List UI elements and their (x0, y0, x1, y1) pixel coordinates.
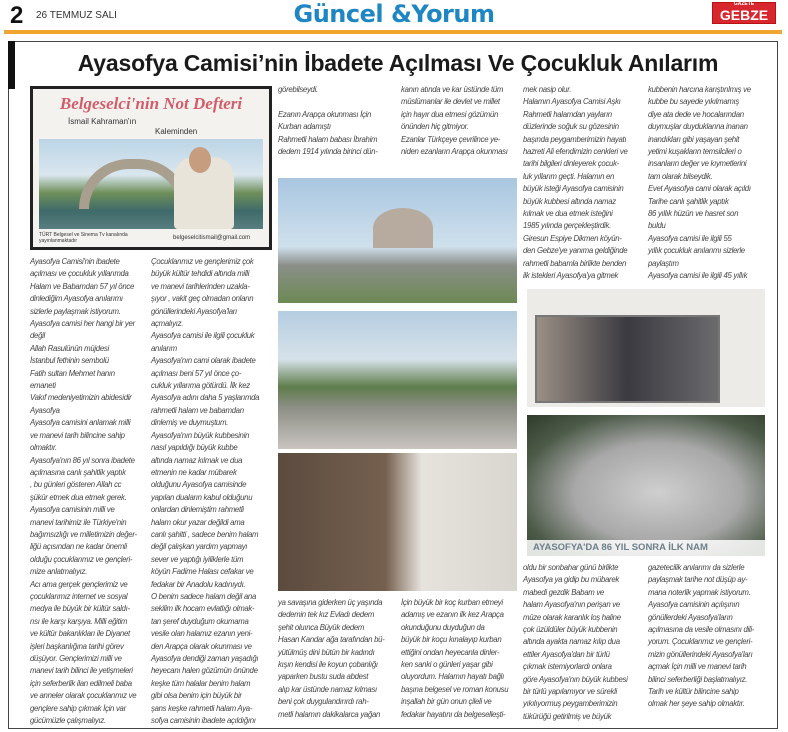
text-line: rahmetli halam ve babamdan (151, 405, 244, 415)
text-line: ve anneler olarak çocuklarımız ve (30, 691, 137, 701)
text-line: büyük kültür tehdidi altında milli (151, 269, 250, 279)
text-line: Ezanlar Türkçeye çevrilince ye- (401, 134, 501, 144)
text-line: açılması beni 57 yıl önce ço- (151, 368, 242, 378)
text-line: Giresun Espiye Dikmen köyün- (523, 233, 622, 243)
text-line: Rahmetli halamdan yayların (523, 109, 612, 119)
text-line (278, 96, 398, 108)
text-line: anılarım (151, 343, 177, 353)
author-with-aunt-photo (278, 453, 517, 591)
text-line: gazetecilik anılarımı da sizlerle (648, 563, 745, 572)
text-column-1 (30, 256, 148, 727)
text-line: yıkılıyormuş peygamberimizin (523, 699, 618, 709)
text-line: başına belgesel ve roman konusu (401, 684, 509, 694)
text-column-4 (401, 84, 519, 158)
text-line: niden ezanların Arapça okunması (401, 147, 508, 157)
text-line: açmak İçin milli ve manevi tarih (648, 662, 747, 672)
text-line: etmenin ne kadar mübarek (151, 467, 237, 477)
text-line: Fatih sultan Mehmet hanın (30, 368, 115, 378)
text-line: den Gebze'ye yanıma geldiğinde (523, 246, 628, 256)
text-line: Vakıf medeniyetimizin abidesidir (30, 393, 132, 403)
text-line: yıllık çocukluk anılarımı sizlerle (648, 246, 745, 256)
section-title: Güncel &Yorum (293, 0, 495, 28)
text-line: Ayasofya dendiği zaman yaşadığı (151, 654, 259, 663)
text-line: dinlemiş ve duymuştum. (151, 418, 229, 428)
text-line: heyecanı halen gözümün önünde (151, 666, 258, 676)
text-line: sever ve yaptığı iyiliklerle tüm (151, 554, 244, 564)
text-line: bilinci seferberliği başlatmalıyız. (648, 674, 748, 684)
article-title: Ayasofya Camisi’nin İbadete Açılması Ve Çocukluk Anılarım (77, 50, 719, 76)
text-line: mana noterlik yapmak istiyorum. (648, 587, 751, 597)
text-line: medya ile büyük bir kültür saldı- (30, 604, 130, 614)
text-line: değil çalışkan yardım yapmayı (151, 542, 248, 552)
text-line: düşüyor. Gençlerimizi milli ve (30, 654, 122, 663)
text-line: gençlere sahip çıkmak İçin var (30, 703, 126, 713)
text-line: duymuşlar duyduklarına inanan (648, 122, 748, 132)
text-line: metli halamın dakikalarca yağan (278, 709, 381, 719)
text-line: kışın kendisi ile koyun çobanlığı (278, 660, 378, 670)
text-line: Ayasofya camisi ile ilgili 55 (648, 233, 732, 243)
text-line: kanın atında ve kar üstünde tüm (401, 85, 504, 94)
text-line: müslümanlar ile devlet ve millet (401, 97, 500, 107)
text-line: tükürüğü getirilmiş ve büyük (523, 711, 612, 721)
text-line: dedemin tek kız Evladı dedem (278, 610, 375, 620)
text-line: emaneti (30, 381, 56, 391)
text-line: tam olarak bilseydik. (648, 171, 713, 181)
text-column-7 (278, 597, 398, 721)
text-line: açılmasına canlı şahitlik yaptık (30, 467, 126, 477)
text-line: sizlerle paylaşmak istiyorum. (30, 306, 121, 316)
text-column-10 (648, 562, 772, 711)
text-line: Tarih ve kültür bilincine sahip (648, 687, 739, 697)
text-line: Ayasofya adını daha 5 yaşlarımda (151, 393, 260, 403)
text-line: insanların değer ve kıymetlerini (648, 159, 747, 169)
text-line: önünden hiç gitmiyor. (401, 122, 469, 132)
text-line: adamış ve ezanın ilk kez Arapça (401, 610, 504, 620)
text-line: için hayır dua etmesi gözümün (401, 109, 499, 119)
text-line: mizin gönüllerindeki Ayasofya'ları (648, 649, 753, 659)
text-line: yütülmüş dini bütün bir kadındı (278, 647, 375, 657)
text-line: göre Ayasofya'nın büyük kubbesi (523, 674, 628, 684)
text-line: yorum. Çocuklarımız ve gençleri- (648, 637, 753, 647)
banner-broadcast-note: TÜRT Belgesel ve Sinema Tv kanalında yayınlanmaktadır (39, 232, 128, 244)
text-line: mek nasip olur. (523, 85, 572, 94)
text-line: den Arapça olarak okunması ve (151, 641, 252, 651)
text-line: Rahmetli halam babası İbrahim (278, 134, 378, 144)
text-line: manevi tarihimiz ile Türkiye'nin (30, 517, 127, 527)
text-line: vesile olan halamız ezanın yeni- (151, 629, 253, 639)
text-line: gönüllerdeki Ayasofya'ların (648, 612, 733, 622)
text-line: Ayasofya camisi ile ilgili çocukluk (151, 331, 255, 341)
text-line: çocuklarımız internet ve sosyal (30, 591, 128, 601)
text-line: oldu bir sonbahar günü birlikte (523, 563, 619, 572)
text-line: sofya camisinin ibadete açıldığını (151, 716, 256, 726)
text-line: ya savaşına giderken üç yaşında (278, 598, 383, 607)
text-line: Ayasofya ya gidip bu mübarek (523, 575, 619, 585)
text-line: 86 yıllık hüzün ve hasret son (648, 209, 739, 219)
text-line: Ayasofya camisi her hangi bir yer (30, 319, 135, 329)
text-column-6 (648, 84, 772, 283)
text-line: olmak her şeye sahip olmaktır. (648, 699, 745, 709)
text-line: görebilseydi. (278, 85, 318, 94)
text-line: dinlediğim Ayasofya anılarımı (30, 294, 123, 304)
text-line: ken sanki o günleri yaşar gibi (401, 660, 493, 670)
text-line: inandıkları gibi yaşayan şehit (648, 134, 740, 144)
text-line: beni çok duygulandırırdı rah- (278, 697, 369, 707)
text-column-3 (278, 84, 398, 158)
text-line: kılmak ve dua etmek isteğini (523, 209, 613, 219)
text-line: Ayasofya camisini anlamak milli (30, 418, 131, 428)
photo-caption: AYASOFYA'DA 86 YIL SONRA İLK NAM (527, 540, 765, 556)
gebze-logo (712, 2, 776, 24)
text-line: 1985 yılında gerçekleştirdik. (523, 221, 611, 231)
banner-subtitle: Kaleminden (155, 127, 198, 136)
text-line: yapılan duaların kabul olduğunu (151, 492, 253, 502)
text-line: oluyordum. Halamın hayatı bağlı (401, 672, 504, 682)
text-line: kubbe bu sayede yıkılmamış (648, 97, 740, 107)
text-line: mize anlatmalıyız. (30, 567, 87, 577)
text-line: olmaktır. (30, 443, 57, 453)
text-line: Hasan Kandar ağa tarafından bü- (278, 635, 385, 645)
text-line: çok üzüldüler büyük kubbenin (523, 625, 618, 635)
text-line: düzlerinde soğuk su gözesinin (523, 122, 619, 132)
text-line: Halamın Ayasofya Camisi Aşkı (523, 97, 621, 107)
column-banner (30, 86, 272, 250)
text-line: İçin büyük bir koç kurban etmeyi (401, 598, 503, 607)
banner-author: İsmail Kahraman'ın (68, 117, 137, 126)
title-accent-bar (8, 41, 15, 89)
issue-date: 26 TEMMUZ SALI (36, 10, 117, 21)
text-line: inşallah bir gün onun çileli ve (401, 697, 492, 707)
text-line: alıp kar üstünde namaz kılması (278, 684, 377, 694)
text-line: kubbenin harcına karıştırılmış ve (648, 85, 751, 94)
text-line: ilk istekleri Ayasofya'ya gitmek (523, 271, 619, 281)
header-divider (4, 30, 782, 34)
text-line: Ayasofya'nın büyük kubbesinin (151, 430, 250, 440)
text-line: luk yıllarım geçti. Halamın en (523, 171, 615, 181)
text-line: halam okur yazar değildi ama (151, 517, 245, 527)
text-line: nasıl yapıldığı büyük kubbe (151, 443, 238, 453)
text-line: keşke tüm halalar benim halam (151, 678, 251, 688)
banner-email: belgeselcitismail@gmail.com (173, 235, 251, 241)
text-line: dedem 1914 yılında birinci dün- (278, 147, 378, 157)
text-line: paylaşmak tarihe not düşüp ay- (648, 575, 748, 585)
text-line: gönüllerindeki Ayasofya'ları (151, 306, 237, 316)
text-line: büyük isteği Ayasofya camisinin (523, 184, 624, 194)
text-line: ve manevi tarih bilincine sahip (30, 430, 125, 440)
text-line: Ayasofya camisinin milli ve (30, 505, 115, 515)
text-line: bağımsızlığı ve milletimizin değer- (30, 529, 137, 539)
text-line: onlardan dinlemiştim rahmetli (151, 505, 244, 515)
text-line: açılmasına da vesile olmasını dili- (648, 625, 755, 635)
text-line: bir türlü yapılamıyor ve sürekli (523, 687, 617, 697)
text-line: yaparken bustu suda abdest (278, 672, 369, 682)
text-line: Allah Rasulünün müjdesi (30, 343, 109, 353)
text-line: gücümüzle çalışmalıyız. (30, 716, 106, 726)
text-line: işleri başkanlığına tarihi görev (30, 641, 124, 651)
crowd-prayer-photo (278, 311, 517, 449)
text-line: için seferberlik ilan edilmeli baba (30, 678, 132, 688)
text-line: rahmetli babamla birlikte benden (523, 258, 627, 268)
text-column-8 (401, 597, 519, 721)
text-line: paylaştım (648, 258, 679, 268)
text-column-9 (523, 562, 645, 723)
text-line: açılması ve çocukluk yıllarımda (30, 269, 129, 279)
dome-shape (373, 208, 433, 248)
text-line: değil (30, 331, 45, 341)
text-line: Ayasofya camisinin açılışının (648, 600, 740, 610)
text-line: sekilim ilk hocam evlatlığı olmak- (151, 604, 255, 614)
text-line: yetimi kuşakların temsilcileri o (648, 147, 742, 157)
text-line: halam Ayasofya'nın perişan ve (523, 600, 620, 610)
text-line: altında namaz kılmak ve dua (151, 455, 243, 465)
text-line: şehit oluınca Büyük dedem (278, 622, 365, 632)
text-line: başında peygamberimizin hayatı (523, 134, 627, 144)
logo-small-text: GAZETE (733, 1, 755, 7)
text-line: fedakar hayatını da belgeselleşti- (401, 709, 506, 719)
text-line: şükür etmek dua etmek gerek. (30, 492, 127, 502)
page-number: 2 (10, 2, 24, 29)
logo-text: GEBZE (719, 7, 769, 23)
text-line: cukluk yıllarıma götürdü. İlk kez (151, 381, 250, 391)
text-line: müze olarak karanlık loş haline (523, 612, 621, 622)
text-line: Ayasofya'nın 86 yıl sonra ibadete (30, 455, 135, 465)
text-line: Ayasofya (30, 405, 60, 415)
text-line: Ayasofya Camisi'nin ibadete (30, 257, 120, 266)
text-line: tarihi bilgileri dinleyerek çocuk- (523, 159, 619, 169)
first-prayer-photo (527, 415, 765, 556)
text-line: açmalıyız. (151, 319, 184, 329)
text-line: O benim sadece halam değil ana (151, 591, 256, 601)
text-line: liğü açısından ne kadar önemli (30, 542, 127, 552)
text-line: , bu günleri gösteren Allah cc (30, 480, 122, 490)
banner-photo (39, 139, 263, 229)
text-column-2 (151, 256, 272, 727)
text-line: altında ayakta namaz kılıp dua (523, 637, 620, 647)
text-line: büyük kubbesi altında namaz (523, 196, 616, 206)
text-line: ettiğini ondan heyecanla dinler- (401, 647, 500, 657)
text-line: Acı ama gerçek gençlerimiz ve (30, 579, 128, 589)
family-photo (527, 289, 765, 407)
text-line: şans keşke rahmetli halam Aya- (151, 703, 253, 713)
text-line: diye ata dede ve hocalarından (648, 109, 744, 119)
bridge-image (79, 159, 189, 209)
text-line: Kurban adamıştı (278, 122, 331, 132)
text-line: Evet Ayasofya cami olarak açıldı (648, 184, 751, 194)
text-line: fedakar bir Anadolu kadınıydı. (151, 579, 246, 589)
text-line: Halam ve Babamdan 57 yıl önce (30, 281, 134, 291)
text-line: Tarihe canlı şahitlik yaptık (648, 196, 729, 206)
text-line: Ezanın Arapça okunması İçin (278, 109, 372, 119)
text-line: gibi olsa benim için büyük bir (151, 691, 242, 701)
text-line: tan şeref duyduğum okumama (151, 616, 249, 626)
text-line: ve kültür bakanlıkları ile Diyanet (30, 629, 130, 639)
text-column-5 (523, 84, 645, 283)
family-photo-inner (535, 315, 720, 403)
text-line: rısı ile karşı karşıya. Milli eğitim (30, 616, 128, 626)
text-line: mabedi gezdik Babam ve (523, 587, 604, 597)
text-line: şıyor , vakit geç olmadan onların (151, 294, 254, 304)
text-line: İstanbul fethinin sembolü (30, 356, 109, 366)
text-line: Çocuklarımız ve gençlerimiz çok (151, 257, 254, 266)
text-line: olduğunu Ayasofya camisinde (151, 480, 247, 490)
text-line: olduğu çocuklarımız ve gençleri- (30, 554, 133, 564)
text-line: köyün Fadime Halası cefakar ve (151, 567, 254, 577)
text-line: büyük bir koçu kınalayıp kurban (401, 635, 502, 645)
text-line: ve manevi tarihlerinden uzakla- (151, 281, 250, 291)
text-line: ettiler Ayasofya'dan bir türlü (523, 649, 610, 659)
text-line: buldu (648, 221, 666, 231)
hagia-sophia-photo (278, 178, 517, 303)
text-line: Ayasofya'nın cami olarak ibadete (151, 356, 256, 366)
text-line: Ayasofya camisi ile ilgili 45 yıllık (648, 271, 748, 281)
text-line: okunduğunu duyduğun da (401, 622, 485, 632)
text-line: çıkmak istemiyorlardı onlara (523, 662, 612, 672)
text-line: manevi tarih bilinci ile yetişmeleri (30, 666, 133, 676)
author-head-image (189, 147, 211, 173)
text-line: hazreti Ali efendimizin cenkleri ve (523, 147, 628, 157)
text-line: canlı şahitti , sadece benim halam (151, 529, 259, 539)
banner-title: Belgeselci'nin Not Defteri (59, 94, 243, 113)
